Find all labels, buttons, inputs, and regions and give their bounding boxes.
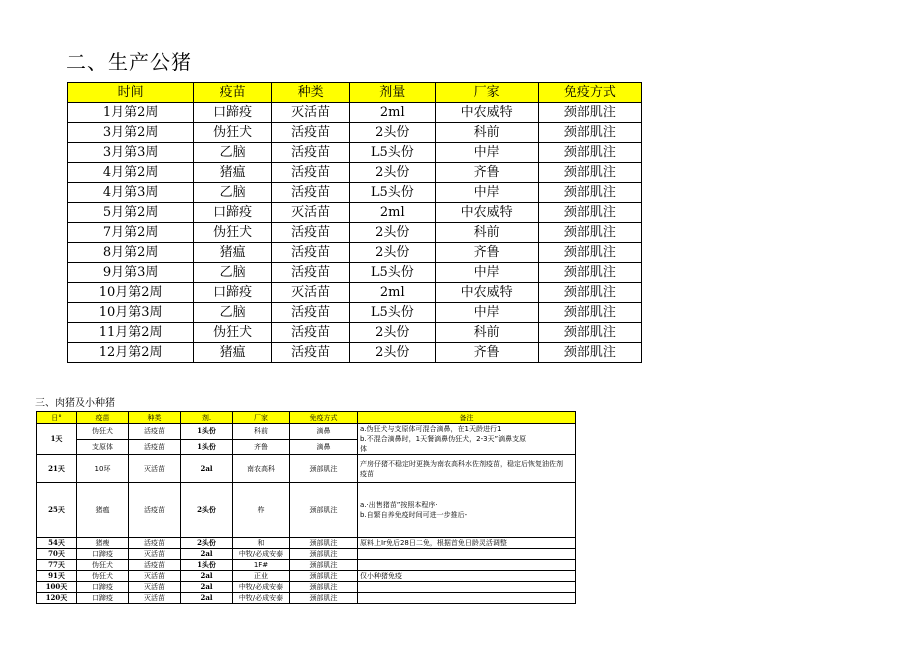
table-cell: 口蹄疫 xyxy=(77,582,129,593)
table-cell: 1F# xyxy=(233,560,290,571)
table-cell: 乙脑 xyxy=(194,263,272,283)
table-cell: L5头份 xyxy=(350,143,435,163)
column-header: 剂. xyxy=(181,412,233,424)
table-cell: 颈部肌注 xyxy=(290,582,358,593)
table-cell: 科前 xyxy=(233,424,290,440)
table-cell: 口蹄疫 xyxy=(194,103,272,123)
note-cell xyxy=(358,549,576,560)
table-cell: 活疫苗 xyxy=(272,263,350,283)
table-cell: 2头份 xyxy=(181,538,233,549)
table-cell: 猪瘦 xyxy=(77,538,129,549)
table-row xyxy=(37,455,576,483)
table-row xyxy=(37,538,576,549)
table-cell: 颈部肌注 xyxy=(290,549,358,560)
column-header: 厂家 xyxy=(233,412,290,424)
column-header: 剂量 xyxy=(350,83,435,103)
table-cell: 滴鼻 xyxy=(290,439,358,455)
table-row xyxy=(37,424,576,440)
table-row xyxy=(37,582,576,593)
table-cell: 伪狂犬 xyxy=(77,571,129,582)
column-header: 疫苗 xyxy=(194,83,272,103)
column-header: 免疫方式 xyxy=(290,412,358,424)
table-cell: 4月第3周 xyxy=(68,183,194,203)
table-cell: 中牧/必成安泰 xyxy=(233,549,290,560)
table-cell: 中岸 xyxy=(435,263,538,283)
table-cell: 活疫苗 xyxy=(272,223,350,243)
table-cell: 活疫苗 xyxy=(129,560,181,571)
table-cell: 伪狂犬 xyxy=(194,323,272,343)
table-cell: 中牧/必成安泰 xyxy=(233,593,290,604)
table-cell: 口蹄疫 xyxy=(77,593,129,604)
day-cell: 100天 xyxy=(37,582,77,593)
table-cell: 口蹄疫 xyxy=(194,283,272,303)
table-cell: 乙脑 xyxy=(194,143,272,163)
table-cell: 灭活苗 xyxy=(129,571,181,582)
table-cell: 中岸 xyxy=(435,303,538,323)
table-cell: 颈部肌注 xyxy=(538,163,641,183)
table-cell: 柞 xyxy=(233,483,290,538)
table-cell: 2al xyxy=(181,593,233,604)
table-cell: 颈部肌注 xyxy=(538,203,641,223)
table-cell: 活疫苗 xyxy=(272,343,350,363)
table-cell: 灭活苗 xyxy=(129,455,181,483)
table-cell: 2ml xyxy=(350,203,435,223)
table-cell: 活疫苗 xyxy=(272,183,350,203)
table-cell: 齐鲁 xyxy=(435,243,538,263)
table-row xyxy=(68,203,642,223)
table-cell: 2头份 xyxy=(350,343,435,363)
table-row xyxy=(68,343,642,363)
table-cell: 颈部肌注 xyxy=(290,483,358,538)
table-row xyxy=(68,123,642,143)
table-cell: 颈部肌注 xyxy=(538,103,641,123)
table-cell: 颈部肌注 xyxy=(538,183,641,203)
table-cell: 颈部肌注 xyxy=(538,283,641,303)
table-cell: 1头份 xyxy=(181,439,233,455)
table-row xyxy=(68,223,642,243)
table-cell: 2头份 xyxy=(181,483,233,538)
table-cell: 2头份 xyxy=(350,223,435,243)
day-cell: 120天 xyxy=(37,593,77,604)
day-cell: 21天 xyxy=(37,455,77,483)
table-cell: 颈部肌注 xyxy=(538,343,641,363)
table-cell: 伪狂犬 xyxy=(194,123,272,143)
table-cell: 颈部肌注 xyxy=(538,223,641,243)
finisher-vaccine-table xyxy=(36,411,576,604)
table-cell: 2ml xyxy=(350,283,435,303)
table-cell: 2头份 xyxy=(350,163,435,183)
note-line: b.不混合滴鼻时，1天餐滴鼻伪狂犬，2-3天”滴鼻支原 xyxy=(360,435,527,443)
table-cell: 科前 xyxy=(435,223,538,243)
table-cell: 活疫苗 xyxy=(272,243,350,263)
table-cell: 灭活苗 xyxy=(129,593,181,604)
table-cell: 活疫苗 xyxy=(272,143,350,163)
table-row xyxy=(68,303,642,323)
day-cell: 77天 xyxy=(37,560,77,571)
table-cell: 2ml xyxy=(350,103,435,123)
table-cell: 支原体 xyxy=(77,439,129,455)
table-cell: 中岸 xyxy=(435,143,538,163)
table-cell: 2头份 xyxy=(350,123,435,143)
table-cell: 伪狂犬 xyxy=(77,560,129,571)
day-cell: 54天 xyxy=(37,538,77,549)
note-cell xyxy=(358,582,576,593)
column-header: 日° xyxy=(37,412,77,424)
column-header: 种类 xyxy=(272,83,350,103)
table-cell: 活疫苗 xyxy=(272,323,350,343)
table-cell: 颈部肌注 xyxy=(538,263,641,283)
table-cell: 齐鲁 xyxy=(233,439,290,455)
table-cell: 猪瘟 xyxy=(77,483,129,538)
table-cell: 科前 xyxy=(435,323,538,343)
table-row xyxy=(68,183,642,203)
table-cell: 灭活苗 xyxy=(129,582,181,593)
section3-title: 三、肉猪及小种猪 xyxy=(35,398,115,409)
table-cell: 灭活苗 xyxy=(272,283,350,303)
table-cell: 灭活苗 xyxy=(272,103,350,123)
table-cell: 颈部肌注 xyxy=(290,538,358,549)
note-cell xyxy=(358,455,576,483)
column-header: 厂家 xyxy=(435,83,538,103)
note-line: 疫苗 xyxy=(360,469,374,478)
table-cell: 9月第3周 xyxy=(68,263,194,283)
table-cell: 中岸 xyxy=(435,183,538,203)
note-line: 产房仔猪不稳定时更换为南农高科水佐剂疫苗，稳定后恢复油佐剂 xyxy=(360,459,563,468)
note-cell xyxy=(358,571,576,582)
table-cell: 活疫苗 xyxy=(129,424,181,440)
table-cell: 10月第2周 xyxy=(68,283,194,303)
table-row xyxy=(37,483,576,538)
column-header: 种类 xyxy=(129,412,181,424)
table-cell: 1头份 xyxy=(181,560,233,571)
table-cell: 口蹄疫 xyxy=(194,203,272,223)
table-cell: 灭活苗 xyxy=(272,203,350,223)
table-cell: 2头份 xyxy=(350,243,435,263)
day-cell: 25天 xyxy=(37,483,77,538)
table-cell: 活疫苗 xyxy=(272,303,350,323)
note-cell xyxy=(358,593,576,604)
table-cell: 活疫苗 xyxy=(129,483,181,538)
table-cell: 口蹄疫 xyxy=(77,549,129,560)
column-header: 免疫方式 xyxy=(538,83,641,103)
table-cell: 7月第2周 xyxy=(68,223,194,243)
table-cell: 2al xyxy=(181,582,233,593)
table-cell: 乙脑 xyxy=(194,303,272,323)
table-row xyxy=(68,143,642,163)
table-cell: 3月第3周 xyxy=(68,143,194,163)
table-cell: 猪瘟 xyxy=(194,243,272,263)
table-cell: 3月第2周 xyxy=(68,123,194,143)
day-cell: 1天 xyxy=(37,424,77,455)
table-cell: 猪瘟 xyxy=(194,163,272,183)
table-cell: 10月第3周 xyxy=(68,303,194,323)
table-row xyxy=(37,549,576,560)
table-cell: 活疫苗 xyxy=(272,163,350,183)
table-cell: 伪狂犬 xyxy=(77,424,129,440)
table-cell: 2头份 xyxy=(350,323,435,343)
table-cell: 乙脑 xyxy=(194,183,272,203)
note-line: 体 xyxy=(360,445,367,453)
note-line: a.伪狂犬与支原体可混合滴鼻，在1天龄进行1 xyxy=(360,425,502,433)
table-row xyxy=(68,243,642,263)
table-cell: 颈部肌注 xyxy=(538,323,641,343)
table-cell: 5月第2周 xyxy=(68,203,194,223)
table-cell: 齐鲁 xyxy=(435,343,538,363)
column-header: 疫苗 xyxy=(77,412,129,424)
note-line: b.自繁自养免疫时间可进一步推后- xyxy=(360,511,468,519)
column-header: 时间 xyxy=(68,83,194,103)
table-cell: 正业 xyxy=(233,571,290,582)
table-cell: 颈部肌注 xyxy=(538,123,641,143)
table-cell: 4月第2周 xyxy=(68,163,194,183)
table-row xyxy=(68,263,642,283)
table-cell: 南农高科 xyxy=(233,455,290,483)
table-cell: 猪瘟 xyxy=(194,343,272,363)
table-cell: 中农威特 xyxy=(435,283,538,303)
table-cell: 颈部肌注 xyxy=(290,455,358,483)
note-cell xyxy=(358,483,576,538)
note-cell xyxy=(358,538,576,549)
day-cell: 91天 xyxy=(37,571,77,582)
note-line: 仅小种猪免疫 xyxy=(360,572,402,580)
table-row xyxy=(68,163,642,183)
table-cell: 2al xyxy=(181,549,233,560)
table-cell: 伪狂犬 xyxy=(194,223,272,243)
table-cell: 2al xyxy=(181,571,233,582)
table-cell: 活疫苗 xyxy=(129,538,181,549)
table-cell: 滴鼻 xyxy=(290,424,358,440)
table-cell: 10环 xyxy=(77,455,129,483)
table-cell: 颈部肌注 xyxy=(290,571,358,582)
table-cell: 中农威特 xyxy=(435,103,538,123)
table-cell: 8月第2周 xyxy=(68,243,194,263)
table-cell: 颈部肌注 xyxy=(538,243,641,263)
table-cell: 颈部肌注 xyxy=(290,593,358,604)
table-row xyxy=(37,571,576,582)
day-cell: 70天 xyxy=(37,549,77,560)
section2-title: 二、生产公猪 xyxy=(66,50,192,74)
table-cell: 颈部肌注 xyxy=(538,143,641,163)
table-cell: 11月第2周 xyxy=(68,323,194,343)
table-row xyxy=(68,283,642,303)
table-cell: 中牧/必成安泰 xyxy=(233,582,290,593)
table-cell: 活疫苗 xyxy=(272,123,350,143)
table-cell: 科前 xyxy=(435,123,538,143)
table-row xyxy=(37,560,576,571)
table-cell: 活疫苗 xyxy=(129,439,181,455)
table-cell: 1头份 xyxy=(181,424,233,440)
table-cell: 颈部肌注 xyxy=(290,560,358,571)
table-row xyxy=(68,323,642,343)
boar-vaccine-table xyxy=(67,82,642,363)
table-cell: L5头份 xyxy=(350,303,435,323)
table-row xyxy=(37,593,576,604)
table-cell: 和 xyxy=(233,538,290,549)
table-cell: 1月第2周 xyxy=(68,103,194,123)
table-cell: 中农威特 xyxy=(435,203,538,223)
table-row xyxy=(68,103,642,123)
table-cell: 齐鲁 xyxy=(435,163,538,183)
table-cell: L5头份 xyxy=(350,263,435,283)
column-header: 备注 xyxy=(358,412,576,424)
table-cell: L5头份 xyxy=(350,183,435,203)
note-line: 原料上Ir免后28日二免，根据首免日龄灵活调整 xyxy=(360,539,507,547)
note-cell xyxy=(358,560,576,571)
table-cell: 灭活苗 xyxy=(129,549,181,560)
table-cell: 颈部肌注 xyxy=(538,303,641,323)
note-line: a.·出售猪苗”按照本程序· xyxy=(360,501,438,509)
note-cell xyxy=(358,424,576,455)
table-cell: 12月第2周 xyxy=(68,343,194,363)
table-cell: 2al xyxy=(181,455,233,483)
